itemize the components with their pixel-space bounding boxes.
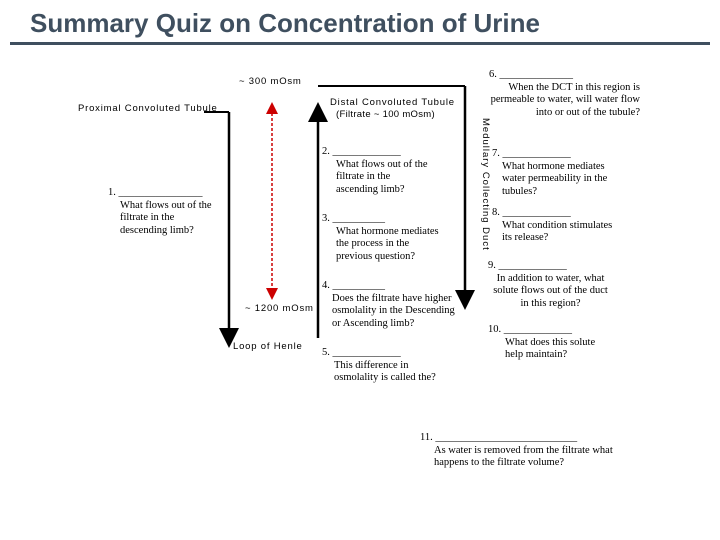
question-3 xyxy=(322,213,447,263)
osmolality-300-label: ~ 300 mOsm xyxy=(239,76,302,87)
question-11-number: 11. ___________________________ xyxy=(420,432,578,443)
loop-of-henle-label: Loop of Henle xyxy=(233,341,303,352)
question-4 xyxy=(322,280,467,330)
question-2 xyxy=(322,146,447,196)
question-10-number: 10. _____________ xyxy=(488,324,572,335)
question-3-text: What hormone mediates the process in the previous question? xyxy=(336,225,439,262)
question-7 xyxy=(492,148,627,198)
question-10-text: What does this solute help maintain? xyxy=(505,336,596,360)
distal-filtrate-label: (Filtrate ~ 100 mOsm) xyxy=(336,109,435,120)
question-6-text: When the DCT in this region is permeable to water, will water flow into or out of the tubule? xyxy=(490,81,640,118)
question-6-number: 6. ______________ xyxy=(489,69,573,80)
question-6 xyxy=(486,69,646,119)
page-title: Summary Quiz on Concentration of Urine xyxy=(30,8,540,38)
question-1 xyxy=(108,187,223,237)
question-9 xyxy=(488,260,623,310)
question-11 xyxy=(420,432,630,470)
question-9-number: 9. _____________ xyxy=(488,260,567,271)
question-9-text: In addition to water, what solute flows out of the duct in this region? xyxy=(493,272,608,309)
distal-tubule-label: Distal Convoluted Tubule xyxy=(330,97,455,108)
question-3-number: 3. __________ xyxy=(322,213,385,224)
proximal-tubule-label: Proximal Convoluted Tubule xyxy=(78,103,218,114)
question-10 xyxy=(488,324,608,362)
question-2-number: 2. _____________ xyxy=(322,146,401,157)
question-8 xyxy=(492,207,627,245)
question-7-text: What hormone mediates water permeability in the tubules? xyxy=(502,160,608,197)
question-5 xyxy=(322,347,452,385)
question-4-number: 4. __________ xyxy=(322,280,385,291)
question-5-text: This difference in osmolality is called the? xyxy=(334,359,436,383)
question-8-text: What condition stimulates its release? xyxy=(502,219,613,243)
collecting-duct-label-wrapper xyxy=(479,118,491,251)
question-4-text: Does the filtrate have higher osmolality in the Descending or Ascending limb? xyxy=(332,292,455,329)
collecting-duct-label: Medullary Collecting Duct xyxy=(480,118,491,251)
question-5-number: 5. _____________ xyxy=(322,347,401,358)
question-8-number: 8. _____________ xyxy=(492,207,571,218)
question-1-text: What flows out of the filtrate in the descending limb? xyxy=(120,199,212,236)
question-11-text: As water is removed from the filtrate what happens to the filtrate volume? xyxy=(434,444,613,468)
question-2-text: What flows out of the filtrate in the ascending limb? xyxy=(336,158,428,195)
question-7-number: 7. _____________ xyxy=(492,148,571,159)
question-1-number: 1. ________________ xyxy=(108,187,203,198)
osmolality-1200-label: ~ 1200 mOsm xyxy=(245,303,314,314)
